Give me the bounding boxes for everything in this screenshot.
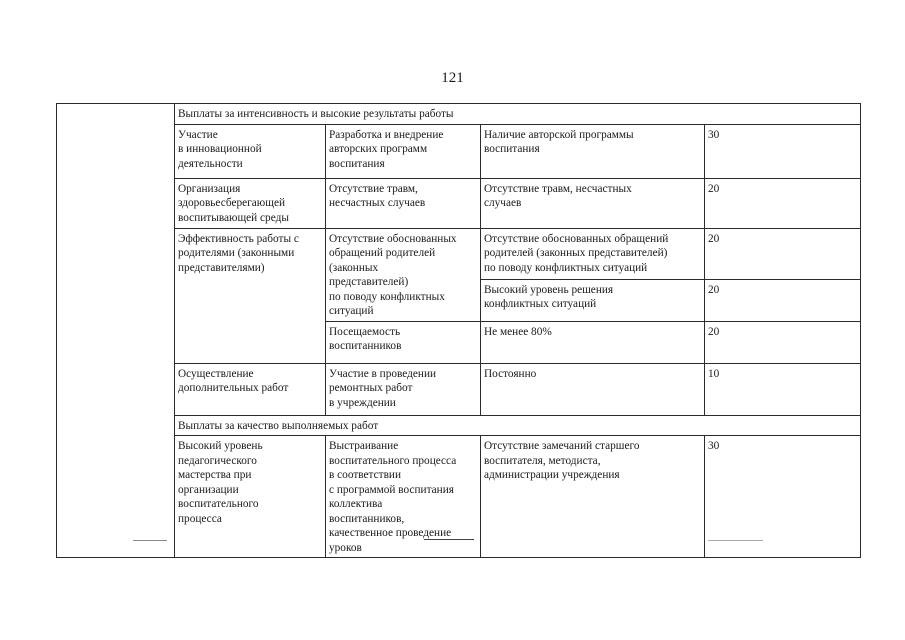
criteria-cell: Участие в проведении ремонтных работ в учреждении [326, 363, 481, 415]
condition-cell: Наличие авторской программы воспитания [481, 124, 705, 178]
criteria-cell: Разработка и внедрение авторских программ воспитания [326, 124, 481, 178]
section-header-row [57, 415, 861, 436]
points-cell: 30 [705, 436, 861, 558]
section-title-text: Выплаты за интенсивность и высокие результаты работы [178, 108, 454, 120]
points-cell: 20 [705, 228, 861, 279]
table-row [57, 178, 861, 228]
scan-artifact-line [424, 539, 474, 540]
scan-artifact-line [708, 540, 763, 541]
section-title [175, 104, 861, 125]
section-title [175, 415, 861, 436]
indicator-cell: Осуществление дополнительных работ [175, 363, 326, 415]
criteria-cell: Посещаемость воспитанников [326, 321, 481, 363]
table-row [57, 228, 861, 279]
condition-cell: Высокий уровень решения конфликтных ситуаций [481, 279, 705, 321]
points-cell: 30 [705, 124, 861, 178]
condition-cell: Постоянно [481, 363, 705, 415]
section-title-text: Выплаты за качество выполняемых работ [178, 419, 379, 432]
points-cell: 20 [705, 178, 861, 228]
table-row [57, 363, 861, 415]
page-number: 121 [441, 70, 464, 86]
indicator-cell: Участие в инновационной деятельности [175, 124, 326, 178]
condition-cell: Отсутствие обоснованных обращений родителей (законных представителей) по поводу конфликтных ситуаций [481, 228, 705, 279]
blank-first-column [57, 104, 175, 558]
criteria-cell: Отсутствие обоснованных обращений родителей (законных представителей) по поводу конфликтных ситуаций [326, 228, 481, 321]
criteria-cell: Отсутствие травм, несчастных случаев [326, 178, 481, 228]
condition-cell: Отсутствие травм, несчастных случаев [481, 178, 705, 228]
indicator-cell: Организация здоровьесберегающей воспитывающей среды [175, 178, 326, 228]
payments-table [56, 103, 861, 558]
criteria-cell: Выстраивание воспитательного процесса в соответствии с программой воспитания коллектива воспитанников, качественное проведение уроков [326, 436, 481, 558]
table-row [57, 124, 861, 178]
scan-artifact-line [133, 540, 167, 541]
points-cell: 20 [705, 279, 861, 321]
section-header-row [57, 104, 861, 125]
indicator-cell: Эффективность работы с родителями (законными представителями) [175, 228, 326, 363]
condition-cell: Отсутствие замечаний старшего воспитателя, методиста, администрации учреждения [481, 436, 705, 558]
points-cell: 10 [705, 363, 861, 415]
condition-cell: Не менее 80% [481, 321, 705, 363]
points-cell: 20 [705, 321, 861, 363]
indicator-cell: Высокий уровень педагогического мастерства при организации воспитательного процесса [175, 436, 326, 558]
